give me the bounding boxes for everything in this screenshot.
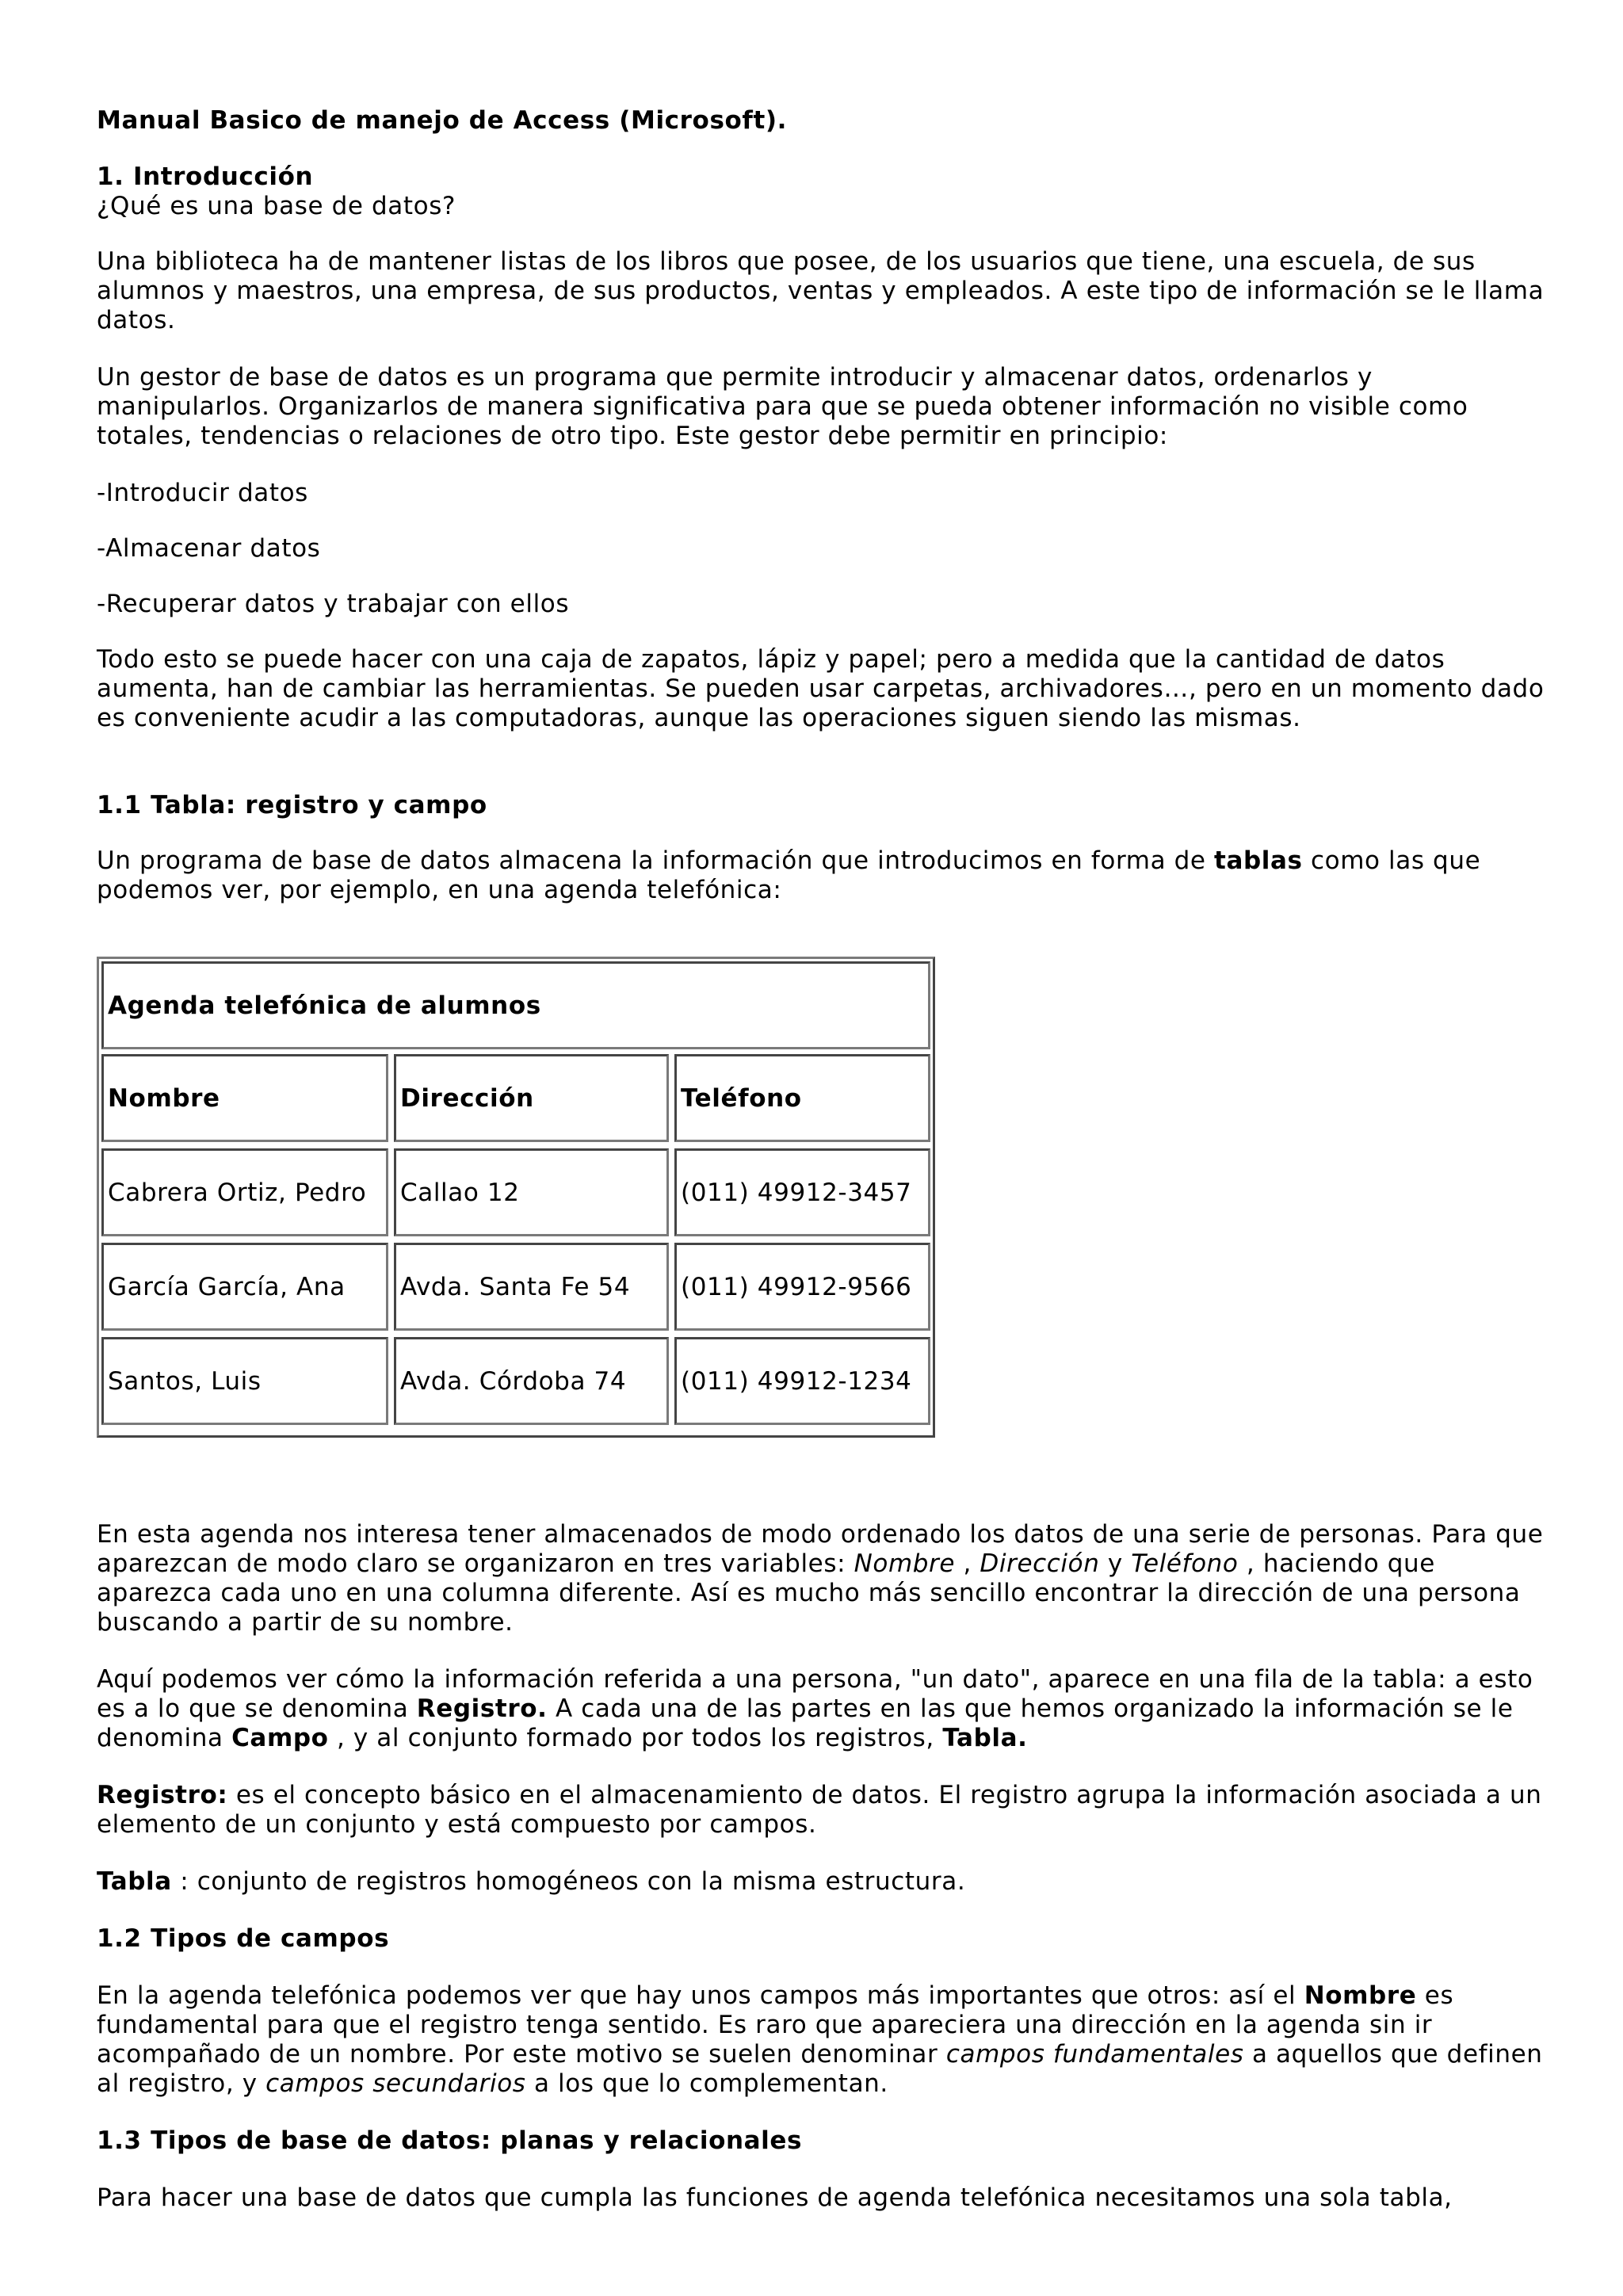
document-title: Manual Basico de manejo de Access (Microsoft). [97,106,788,135]
table-header-cell: Nombre [101,1054,388,1142]
paragraph-10: Para hacer una base de datos que cumpla las funciones de agenda telefónica necesitamos una sola tabla, [97,2183,1453,2212]
table-cell: Avda. Santa Fe 54 [394,1243,669,1331]
section-1-question: ¿Qué es una base de datos? [97,192,456,220]
table-cell: (011) 49912-1234 [674,1337,930,1425]
section-1-1-heading: 1.1 Tabla: registro y campo [97,791,487,819]
paragraph-1: Una biblioteca ha de mantener listas de los libros que posee, de los usuarios que tiene, una escuela, de sus alumnos y maestros, una empresa, de sus productos, ventas y empleados. A este tipo de información se le llama datos. [97,247,1545,334]
table-cell: Avda. Córdoba 74 [394,1337,669,1425]
paragraph-7: Registro: es el concepto básico en el almacenamiento de datos. El registro agrupa la información asociada a un elemento de un conjunto y está compuesto por campos. [97,1781,1542,1839]
list-item: -Introducir datos [97,479,308,507]
table-cell: Santos, Luis [101,1337,388,1425]
table-cell: (011) 49912-3457 [674,1148,930,1236]
paragraph-6: Aquí podemos ver cómo la información referida a una persona, "un dato", aparece en una fila de la tabla: a esto es a lo que se denomina Registro. A cada una de las partes en las que hemos organizado la información se le denomina Campo , y al conjunto formado por todos los registros, Tabla. [97,1665,1533,1752]
section-1-heading: 1. Introducción [97,162,314,191]
table-caption: Agenda telefónica de alumnos [101,961,930,1049]
paragraph-4: Un programa de base de datos almacena la información que introducimos en forma de tablas como las que podemos ver, por ejemplo, en una agenda telefónica: [97,846,1481,904]
paragraph-5: En esta agenda nos interesa tener almacenados de modo ordenado los datos de una serie de personas. Para que aparezcan de modo claro se organizaron en tres variables: Nombre , Dirección y Teléfono , haciendo que aparezca cada uno en una columna diferente. Así es mucho más sencillo encontrar la dirección de una persona buscando a partir de su nombre. [97,1520,1544,1637]
section-1-3-heading: 1.3 Tipos de base de datos: planas y relacionales [97,2126,803,2155]
paragraph-8: Tabla : conjunto de registros homogéneos con la misma estructura. [97,1867,966,1896]
table-cell: (011) 49912-9566 [674,1243,930,1331]
paragraph-3: Todo esto se puede hacer con una caja de zapatos, lápiz y papel; pero a medida que la cantidad de datos aumenta, han de cambiar las herramientas. Se pueden usar carpetas, archivadores…, pero en un momento dado es conveniente acudir a las computadoras, aunque las operaciones siguen siendo las mismas. [97,645,1545,732]
table-header-cell: Dirección [394,1054,669,1142]
table-cell: Cabrera Ortiz, Pedro [101,1148,388,1236]
section-1-2-heading: 1.2 Tipos de campos [97,1924,390,1953]
paragraph-2: Un gestor de base de datos es un programa que permite introducir y almacenar datos, ordenarlos y manipularlos. Organizarlos de manera significativa para que se pueda obtener información no visible como totales, tendencias o relaciones de otro tipo. Este gestor debe permitir en principio: [97,363,1468,450]
list-item: -Almacenar datos [97,534,321,563]
table-cell: García García, Ana [101,1243,388,1331]
table-cell: Callao 12 [394,1148,669,1236]
paragraph-9: En la agenda telefónica podemos ver que hay unos campos más importantes que otros: así el Nombre es fundamental para que el registro tenga sentido. Es raro que apareciera una dirección en la agenda sin ir acompañado de un nombre. Por este motivo se suelen denominar campos fundamentales a aquellos que definen al registro, y campos secundarios a los que lo complementan. [97,1981,1543,2098]
agenda-table [97,957,935,1438]
list-item: -Recuperar datos y trabajar con ellos [97,590,570,618]
table-header-cell: Teléfono [674,1054,930,1142]
